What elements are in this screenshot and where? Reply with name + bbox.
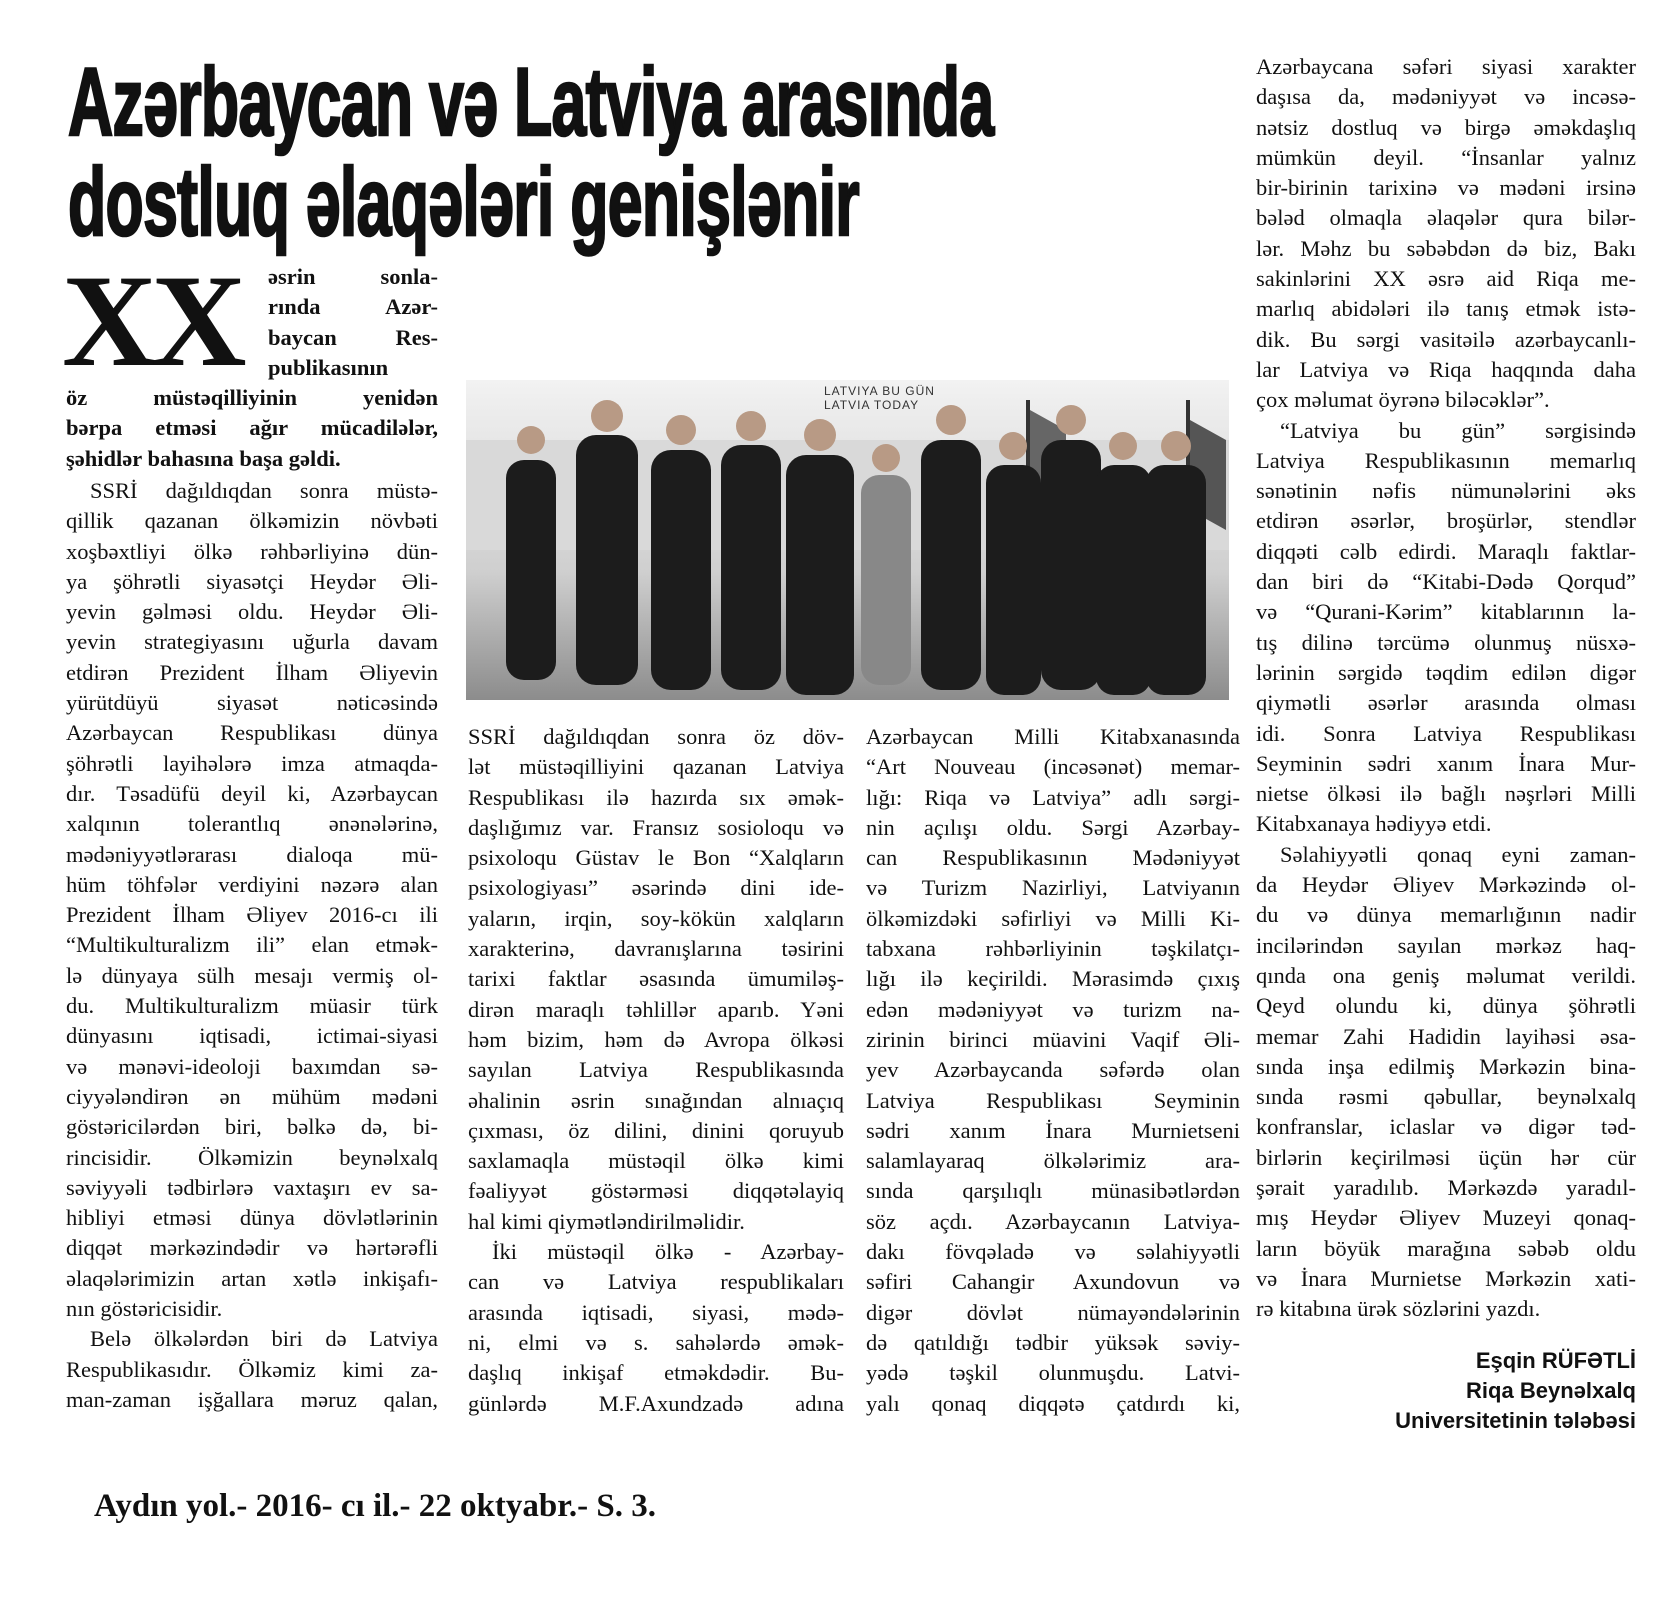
text-line: yevin strategiyasını uğurla davam <box>66 629 438 655</box>
text-line: etdirən Prezident İlham Əliyevin <box>66 659 438 685</box>
paragraph <box>468 722 844 1237</box>
text-line: Latviya Respublikasının memarlıq <box>1256 447 1636 473</box>
text-line: yalı qonaq diqqətə çatdırdı ki, <box>866 1390 1240 1416</box>
text-line: tarixi faktlar əsasında ümumiləş- <box>468 966 844 992</box>
text-line: xarakterinə, davranışlarına təsirini <box>468 936 844 962</box>
paragraph <box>1256 416 1636 840</box>
text-line: saxlamaqla müstəqil ölkə kimi <box>468 1148 844 1174</box>
paragraph <box>468 1237 844 1419</box>
text-line: bir-birinin tarixinə və mədəni irsinə <box>1256 175 1636 201</box>
text-line: çıxması, öz dilini, dinini qoruyub <box>468 1117 844 1143</box>
text-line: rincisidir. Ölkəmizin beynəlxalq <box>66 1144 438 1170</box>
text-line: etdirən əsərlər, broşürlər, stendlər <box>1256 508 1636 534</box>
text-line: baycan Res- <box>268 324 438 350</box>
text-line: SSRİ dağıldıqdan sonra öz döv- <box>468 724 844 749</box>
text-line: Latviya Respublikası Seyminin <box>866 1087 1240 1113</box>
text-line: tabxana rəhbərliyinin təşkilatçı- <box>866 936 1240 962</box>
text-line: psixologiyası” əsərində dini ide- <box>468 875 844 901</box>
text-line: dan biri də “Kitabi-Dədə Qorqud” <box>1256 569 1636 595</box>
text-line: Respublikası ilə hazırda sıx əmək- <box>468 784 844 810</box>
text-line: və “Qurani-Kərim” kitablarının la- <box>1256 599 1636 625</box>
paragraph <box>66 476 438 1324</box>
text-line: göstəricilərdən biri, bəlkə də, bi- <box>66 1114 438 1140</box>
photo-banner <box>824 384 935 412</box>
text-line: bərpa etməsi ağır mücadilələr, <box>66 415 438 441</box>
text-line: sında rəsmi qəbullar, beynəlxalq <box>1256 1084 1636 1110</box>
author-signature <box>1256 1346 1636 1436</box>
text-line: çox məlumat öyrənə biləcəklər”. <box>1256 387 1550 413</box>
text-line: edən mədəniyyət və turizm na- <box>866 996 1240 1022</box>
group-photo <box>466 380 1229 700</box>
text-line: SSRİ dağıldıqdan sonra müstə- <box>90 478 438 503</box>
text-line: idi. Sonra Latviya Respublikası <box>1256 720 1636 746</box>
text-line: dirən maraqlı təhlillər aparıb. Yəni <box>468 996 844 1022</box>
text-line: marlıq abidələri ilə tanış etmək istə- <box>1256 296 1636 322</box>
text-line: xoşbəxtliyi ölkə rəhbərliyinə dün- <box>66 538 438 564</box>
text-line: yürütdüyü siyasət nəticəsində <box>66 690 438 716</box>
text-line: də qatıldığı tədbir yüksək səviy- <box>866 1329 1240 1355</box>
text-line: səviyyəli tədbirlərə vaxtaşırı ev sa- <box>66 1174 438 1200</box>
text-line: Belə ölkələrdən biri də Latviya <box>90 1326 438 1352</box>
headline-line-1: Azərbaycan və Latviya arasında <box>68 48 994 156</box>
text-line: daşlığımız var. Fransız sosioloqu və <box>468 814 844 840</box>
text-line: əlaqələrimizin artan xətlə inkişafı- <box>66 1265 438 1291</box>
text-line: ların böyük marağına səbəb oldu <box>1256 1235 1636 1261</box>
text-line: sayılan Latviya Respublikasında <box>468 1057 844 1083</box>
text-line: “Art Nouveau (incəsənət) memar- <box>866 754 1240 780</box>
text-line: Azərbaycan Milli Kitabxanasında <box>866 724 1240 749</box>
text-line: sında inşa edilmiş Mərkəzin bina- <box>1256 1053 1636 1079</box>
text-line: nın göstəricisidir. <box>66 1296 223 1322</box>
text-line: əhalinin əsrin sınağından alnıaçıq <box>468 1087 844 1113</box>
text-line: ciyyələndirən ən mühüm mədəni <box>66 1083 438 1109</box>
text-line: bələd olmaqla əlaqələr qura bilər- <box>1256 205 1636 231</box>
text-line: rında Azər- <box>268 294 438 320</box>
text-line: Qeyd olundu ki, dünya şöhrətli <box>1256 993 1636 1019</box>
text-line: hal kimi qiymətləndirilməlidir. <box>468 1208 745 1234</box>
text-line: salamlayaraq ölkələrimiz ara- <box>866 1148 1240 1174</box>
text-line: publikasının <box>268 354 389 380</box>
text-line: İki müstəqil ölkə - Azərbay- <box>492 1239 844 1265</box>
text-line: mış Heydər Əliyev Muzeyi qonaq- <box>1256 1205 1636 1231</box>
text-line: mümkün deyil. “İnsanlar yalnız <box>1256 144 1636 170</box>
text-line: həm bizim, həm də Avropa ölkəsi <box>468 1026 844 1052</box>
drop-cap: XX <box>62 262 241 380</box>
text-line: yaların, irqin, soy-kökün xalqların <box>468 905 844 931</box>
text-line: şöhrətli layihələrə imza atmaqda- <box>66 750 438 776</box>
text-line: birlərin keçirilməsi üçün hər cür <box>1256 1144 1636 1170</box>
text-line: dik. Bu sərgi vasitəilə azərbaycanlı- <box>1256 326 1636 352</box>
text-line: Kitabxanaya hədiyyə etdi. <box>1256 811 1492 837</box>
text-line: sədri xanım İnara Murnietseni <box>866 1117 1240 1143</box>
article-column-4 <box>1256 52 1636 1324</box>
text-line: lərinin sərgidə təqdim edilən digər <box>1256 659 1636 685</box>
text-line: Səlahiyyətli qonaq eyni zaman- <box>1280 841 1636 867</box>
banner-line-1: LATVIYA BU GÜN <box>824 384 935 398</box>
lead-text <box>66 383 438 474</box>
text-line: hibliyi etməsi dünya dövlətlərinin <box>66 1205 438 1231</box>
lead-side-text <box>268 262 438 383</box>
article-column-3 <box>866 722 1240 1419</box>
text-line: və mənəvi-ideoloji baxımdan sə- <box>66 1053 438 1079</box>
text-line: dakı fövqəladə və səlahiyyətli <box>866 1239 1240 1265</box>
text-line: şəhidlər bahasına başa gəldi. <box>66 445 341 471</box>
headline-line-2: dostluq əlaqələri genişlənir <box>68 148 859 256</box>
text-line: “Multikulturalizm ili” elan etmək- <box>66 932 438 958</box>
text-line: nietse ölkəsi ilə bağlı nəşrləri Milli <box>1256 781 1636 807</box>
text-line: və Turizm Nazirliyi, Latviyanın <box>866 875 1240 901</box>
text-line: hüm töhfələr verdiyini nəzərə alan <box>66 871 438 897</box>
paragraph <box>866 722 1240 1419</box>
text-line: Respublikasıdır. Ölkəmiz kimi za- <box>66 1356 438 1382</box>
group-photo-image <box>466 380 1229 700</box>
paragraph <box>66 1324 438 1415</box>
paragraph <box>1256 52 1636 416</box>
text-line: yədə təşkil olunmuşdu. Latvi- <box>866 1360 1240 1386</box>
text-line: ölkəmizdəki səfirliyi və Milli Ki- <box>866 905 1240 931</box>
text-line: yevin gəlməsi oldu. Heydər Əli- <box>66 599 438 625</box>
author-affiliation: Riqa Beynəlxalq <box>1466 1378 1636 1403</box>
text-line: yev Azərbaycanda səfərdə olan <box>866 1057 1240 1083</box>
text-line: fəaliyyət göstərməsi diqqətəlayiq <box>468 1178 844 1204</box>
text-line: psixoloqu Güstav le Bon “Xalqların <box>468 845 844 871</box>
text-line: sakinlərini XX əsrə aid Riqa me- <box>1256 266 1636 292</box>
text-line: diqqət mərkəzindədir və hərtərəfli <box>66 1235 438 1261</box>
article-column-1 <box>66 476 438 1415</box>
text-line: əsrin sonla- <box>268 264 438 289</box>
author-name: Eşqin RÜFƏTLİ <box>1475 1348 1636 1373</box>
text-line: konfranslar, iclaslar və digər təd- <box>1256 1114 1636 1140</box>
text-line: du və dünya memarlığının nadir <box>1256 902 1636 928</box>
text-line: arasında iqtisadi, siyasi, mədə- <box>468 1299 844 1325</box>
text-line: ya şöhrətli siyasətçi Heydər Əli- <box>66 568 438 594</box>
source-citation: Aydın yol.- 2016- cı il.- 22 oktyabr.- S. 3. <box>94 1488 656 1524</box>
text-line: incilərindən sayılan mərkəz haq- <box>1256 932 1636 958</box>
text-line: lə dünyaya sülh mesajı vermiş ol- <box>66 962 438 988</box>
text-line: lar Latviya və Riqa haqqında daha <box>1256 356 1636 382</box>
text-line: şərait yaradılıb. Mərkəzdə yaradıl- <box>1256 1174 1636 1200</box>
paragraph <box>1256 840 1636 1325</box>
text-line: zirinin birinci müavini Vaqif Əli- <box>866 1026 1240 1052</box>
text-line: diqqəti cəlb edirdi. Maraqlı faktlar- <box>1256 538 1636 564</box>
text-line: mədəniyyətlərarası dialoqa mü- <box>66 841 438 867</box>
text-line: memar Zahi Hadidin layihəsi əsa- <box>1256 1023 1636 1049</box>
text-line: Prezident İlham Əliyev 2016-cı ili <box>66 902 438 928</box>
text-line: lər. Məhz bu səbəbdən də biz, Bakı <box>1256 235 1636 261</box>
text-line: nətsiz dostluq və birgə əməkdaşlıq <box>1256 114 1636 140</box>
text-line: və İnara Murnietse Mərkəzin xati- <box>1256 1265 1636 1291</box>
text-line: du. Multikulturalizm müasir türk <box>66 993 438 1019</box>
text-line: Azərbaycan Respublikası dünya <box>66 720 438 746</box>
text-line: dır. Təsadüfü deyil ki, Azərbaycan <box>66 780 438 806</box>
text-line: da Heydər Əliyev Mərkəzində ol- <box>1256 872 1636 898</box>
text-line: lığı ilə keçirildi. Mərasimdə çıxış <box>866 966 1240 992</box>
text-line: sında qarşılıqlı münasibətlərdən <box>866 1178 1240 1204</box>
text-line: can Respublikasının Mədəniyyət <box>866 845 1240 871</box>
text-line: digər dövlət nümayəndələrinin <box>866 1299 1240 1325</box>
text-line: qiymətli əsərlər arasında olması <box>1256 690 1636 716</box>
text-line: Seyminin sədri xanım İnara Mur- <box>1256 750 1636 776</box>
text-line: səfiri Cahangir Axundovun və <box>866 1269 1240 1295</box>
text-line: söz açdı. Azərbaycanın Latviya- <box>866 1208 1240 1234</box>
text-line: rə kitabına ürək sözlərini yazdı. <box>1256 1296 1541 1322</box>
text-line: qillik qazanan ölkəmizin növbəti <box>66 508 438 534</box>
article-column-2 <box>468 722 844 1419</box>
text-line: günlərdə M.F.Axundzadə adına <box>468 1390 844 1416</box>
text-line: öz müstəqilliyinin yenidən <box>66 385 438 410</box>
text-line: “Latviya bu gün” sərgisində <box>1280 417 1636 443</box>
text-line: lığı: Riqa və Latviya” adlı sərgi- <box>866 784 1240 810</box>
text-line: can və Latviya respublikaları <box>468 1269 844 1295</box>
text-line: daşısa da, mədəniyyət və incəsə- <box>1256 84 1636 110</box>
text-line: tış dilinə tərcümə olunmuş nüsxə- <box>1256 629 1636 655</box>
text-line: Azərbaycana səfəri siyasi xarakter <box>1256 54 1636 79</box>
text-line: nin açılışı oldu. Sərgi Azərbay- <box>866 814 1240 840</box>
text-line: qında ona geniş məlumat verildi. <box>1256 962 1636 988</box>
banner-line-2: LATVIA TODAY <box>824 398 920 412</box>
author-role: Universitetinin tələbəsi <box>1395 1408 1636 1433</box>
text-line: ni, elmi və s. sahələrdə əmək- <box>468 1329 844 1355</box>
text-line: daşlıq inkişaf etməkdədir. Bu- <box>468 1360 844 1386</box>
text-line: sənətinin nəfis nümunələrini əks <box>1256 478 1636 504</box>
text-line: dünyasını iqtisadi, ictimai-siyasi <box>66 1023 438 1049</box>
text-line: man-zaman işğallara məruz qalan, <box>66 1386 438 1412</box>
text-line: lət müstəqilliyini qazanan Latviya <box>468 754 844 780</box>
text-line: xalqının tolerantlıq ənənələrinə, <box>66 811 438 837</box>
